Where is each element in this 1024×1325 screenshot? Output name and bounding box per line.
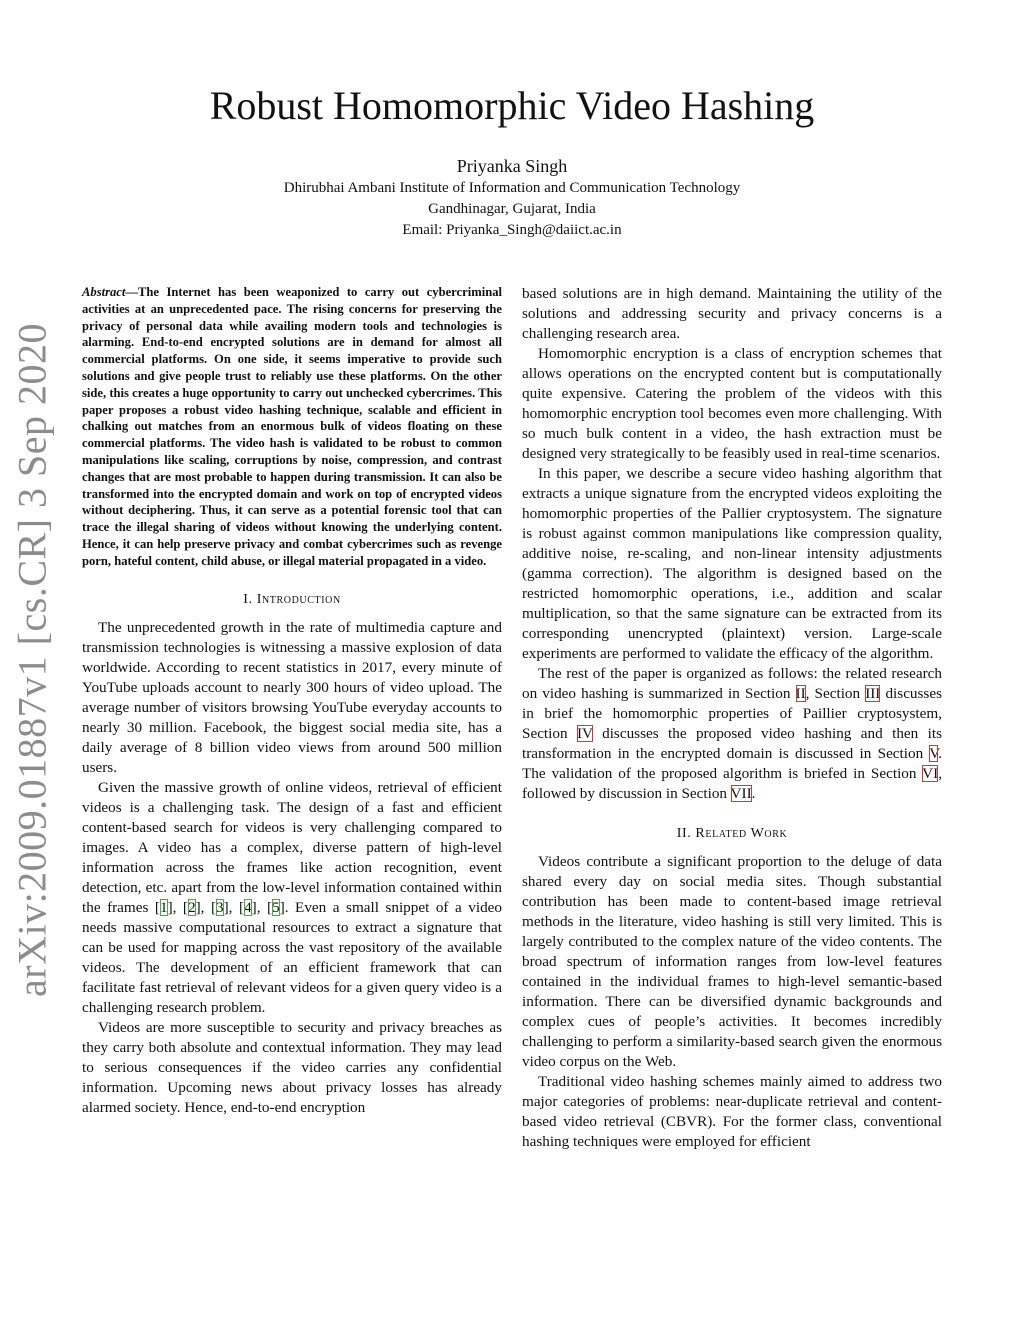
- intro-paragraph-2: [82, 778, 502, 1018]
- intro-paragraph-contribution: In this paper, we describe a secure video hashing algorithm that extracts a unique signature from the encrypted videos exploiting the homomorphic properties of the Pallier cryptosystem. The signature is robust against common manipulations like compression quality, additive noise, re-scaling, and non-linear intensity adjustments (gamma correction). The algorithm is designed based on the restricted homomorphic operations, i.e., addition and scalar multiplication, so that the same signature can be extracted from its corresponding unencrypted (plaintext) version. Large-scale experiments are performed to validate the efficacy of the algorithm.: [522, 465, 942, 662]
- section-link-iii[interactable]: III: [865, 685, 881, 702]
- author-location: Gandhinagar, Gujarat, India: [428, 201, 596, 217]
- author-affiliation: Dhirubhai Ambani Institute of Information and Communication Technology: [283, 180, 741, 196]
- citation-separator: ], [: [251, 898, 273, 916]
- abstract-dash: —: [125, 285, 138, 299]
- section-link-iv[interactable]: IV: [576, 725, 593, 742]
- intro-paragraph-3: Videos are more susceptible to security and privacy breaches as they carry both absolute and contextual information. They may lead to serious consequences if the video carries any confidential information. Upcoming news about privacy losses has already alarmed society. Hence, end-to-end encryption: [82, 1018, 502, 1116]
- citation-link-2[interactable]: 2: [188, 898, 196, 916]
- intro-paragraph-organization: [522, 664, 942, 804]
- section-heading-introduction: [82, 590, 502, 610]
- intro-paragraph-1: The unprecedented growth in the rate of multimedia capture and transmission technologies is witnessing a massive explosion of data worldwide. According to recent statistics in 2017, every minute of YouTube uploads account to nearly 300 hours of video upload. The average number of visitors browsing YouTube everyday accounts to nearly 30 million. Facebook, the biggest social media site, has a daily average of 8 billion video views from around 500 million users.: [82, 618, 502, 776]
- related-paragraph-1: Videos contribute a significant proportion to the deluge of data shared every day on social media sites. Though substantial contribution has been made to content-based image retrieval methods in the literature, video hashing is still very limited. This is largely contributed to the complex nature of the video contents. The broad spectrum of information ranges from low-level features contained in the individual frames to high-level semantic-based information. There can be diversified dynamic backgrounds and complex cues of people’s activities. It becomes incredibly challenging to perform a similarity-based search given the enormous video corpus on the Web.: [522, 853, 942, 1070]
- abstract-label: Abstract: [82, 285, 126, 299]
- paragraph-text: Given the massive growth of online videos, retrieval of efficient videos is a challenging task. The design of a fast and efficient content-based search for videos is very challenging compared to images. A video has a complex, diverse pattern of high-level information across the frames like action recognition, event detection, etc. apart from the low-level information contained within the frames [: [82, 778, 502, 916]
- paragraph-text: discusses the proposed video hashing and then its transformation in the encrypted domain is discussed in Section: [522, 725, 942, 762]
- citation-link-5[interactable]: 5: [272, 898, 280, 916]
- citation-separator: ], [: [223, 898, 245, 916]
- section-number: II.: [676, 826, 692, 841]
- citation-separator: ], [: [195, 898, 217, 916]
- paper-title: Robust Homomorphic Video Hashing: [209, 83, 815, 128]
- paragraph-text: . The validation of the proposed algorithm is briefed in Section: [522, 745, 942, 782]
- section-link-vii[interactable]: VII: [730, 785, 752, 802]
- paragraph-text: , Section: [805, 685, 866, 702]
- author-email: Email: Priyanka_Singh@daiict.ac.in: [402, 222, 622, 238]
- paragraph-text: The rest of the paper is organized as follows: the related research on video hashing is summarized in Section: [522, 665, 942, 702]
- section-link-v[interactable]: V: [929, 745, 939, 762]
- citation-link-3[interactable]: 3: [216, 898, 224, 916]
- paragraph-text: ]. Even a small snippet of a video needs massive computational resources to extract a signature that can be used for mapping across the vast repository of the available videos. The development of an efficient framework that can facilitate fast retrieval of relevant videos for a given query video is a challenging research problem.: [82, 898, 502, 1016]
- citation-link-1[interactable]: 1: [159, 898, 168, 916]
- right-column: [522, 284, 942, 1152]
- paragraph-text: .: [751, 785, 756, 802]
- section-heading-related-work: [522, 824, 942, 844]
- author-block: [0, 154, 1024, 241]
- section-link-ii[interactable]: II: [795, 685, 806, 702]
- section-number: I.: [243, 591, 253, 607]
- related-paragraph-2: Traditional video hashing schemes mainly aimed to address two major categories of problems: near-duplicate retrieval and content-based video retrieval (CBVR). For the former class, conventional hashing techniques were employed for efficient: [522, 1073, 942, 1150]
- citation-link-4[interactable]: 4: [244, 898, 252, 916]
- abstract-text: The Internet has been weaponized to carry out cybercriminal activities at an unprecedented pace. The rising concerns for preserving the privacy of personal data while availing modern tools and technologies is alarming. End-to-end encrypted solutions are in demand for almost all commercial platforms. On one side, it seems imperative to provide such solutions and give people trust to reliably use these platforms. On the other side, this creates a huge opportunity to carry out unchecked cybercrimes. This paper proposes a robust video hashing technique, scalable and efficient in chalking out matches from an enormous bulk of videos floating on these commercial platforms. The video hash is validated to be robust to common manipulations like scaling, corruptions by noise, compression, and contrast changes that are most probable to happen during transmission. It can also be transformed into the encrypted domain and work on top of encrypted videos without deciphering. Thus, it can serve as a potential forensic tool that can trace the illegal sharing of videos without knowing the underlying content. Hence, it can help preserve privacy and combat cybercrimes such as revenge porn, hateful content, child abuse, or illegal material propagated in a video.: [82, 285, 502, 568]
- intro-paragraph-homomorphic: Homomorphic encryption is a class of encryption schemes that allows operations on the encrypted content but is computationally quite expensive. Catering the problem of the videos with this homomorphic encryption tool becomes even more challenging. With so much bulk content in a video, the hash extraction must be designed very strategically to be feasibly used in real-time scenarios.: [522, 345, 942, 462]
- citation-separator: ], [: [167, 898, 188, 916]
- author-name: Priyanka Singh: [456, 156, 568, 176]
- section-title: Introduction: [256, 591, 341, 607]
- paragraph-text: discusses in brief the homomorphic properties of Paillier cryptosystem, Section: [522, 685, 942, 742]
- section-link-vi[interactable]: VI: [922, 765, 939, 782]
- paragraph-text: , followed by discussion in Section: [522, 765, 942, 802]
- abstract: [82, 284, 502, 570]
- arxiv-identifier-stamp: arXiv:2009.01887v1 [cs.CR] 3 Sep 2020: [9, 322, 55, 998]
- section-title: Related Work: [695, 826, 788, 841]
- left-column: [82, 284, 502, 1118]
- intro-paragraph-continued: based solutions are in high demand. Maintaining the utility of the solutions and addressing security and privacy concerns is a challenging research area.: [522, 285, 942, 342]
